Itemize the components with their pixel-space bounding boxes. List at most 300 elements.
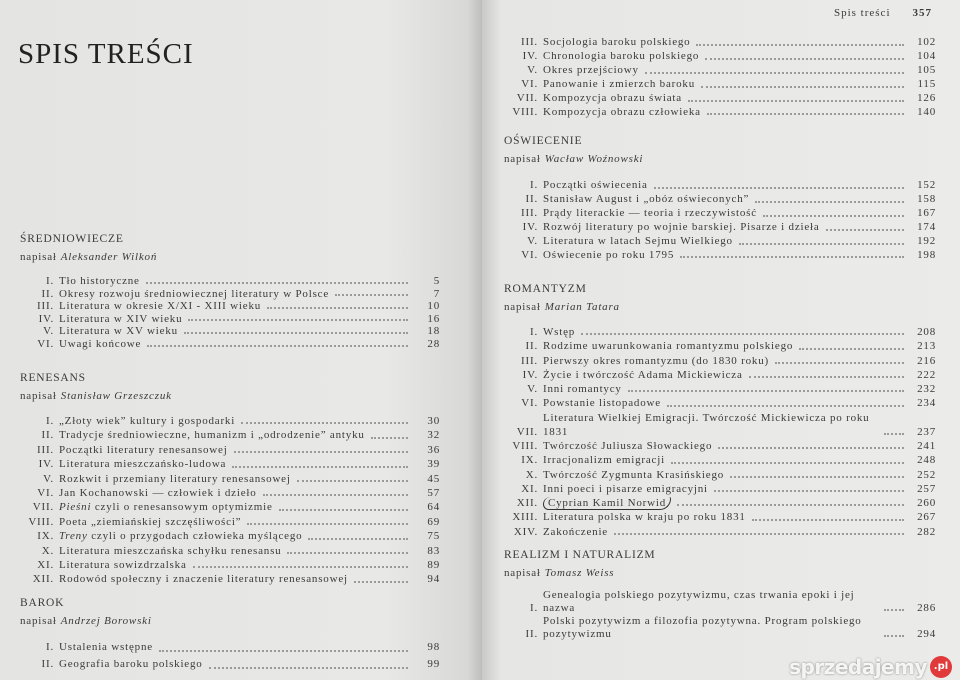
section-author (504, 153, 936, 171)
chapter-title (59, 288, 329, 301)
dot-leader (247, 523, 408, 525)
toc-entry[interactable] (504, 64, 936, 78)
page-ref: 36 (427, 443, 440, 456)
dot-leader (799, 348, 904, 350)
toc-entry[interactable] (504, 207, 936, 221)
toc-entry[interactable] (504, 193, 936, 207)
page-ref: 282 (917, 525, 936, 538)
toc-entry[interactable] (20, 443, 440, 457)
chapter-title (543, 482, 708, 496)
author-name: Aleksander Wilkoń (60, 251, 158, 263)
author-prefix: napisał (504, 301, 541, 313)
page-ref: 216 (917, 354, 936, 367)
toc-entry[interactable] (20, 529, 440, 543)
chapter-title (543, 64, 639, 78)
toc-entry[interactable] (20, 313, 440, 326)
author-name: Andrzej Borowski (60, 615, 152, 627)
chapter-number: I. (45, 275, 54, 287)
dot-leader (188, 319, 408, 321)
dot-leader (232, 466, 408, 468)
chapter-title-text: Rodzime uwarunkowania romantyzmu polskiego (543, 340, 794, 353)
chapter-title-text: Inni romantycy (543, 383, 622, 395)
chapter-number: VIII. (28, 515, 54, 528)
dot-leader (677, 504, 904, 506)
chapter-title-italic: Treny (59, 530, 88, 543)
chapter-title-text: Poeta „ziemiańskiej szczęśliwości” (59, 515, 242, 528)
section-author (20, 615, 440, 633)
dot-leader (279, 509, 408, 511)
chapter-number: V. (43, 325, 54, 338)
chapter-title (59, 500, 273, 514)
chapter-title (59, 558, 187, 572)
chapter-number: VII. (516, 425, 538, 438)
chapter-number: IV. (522, 220, 538, 233)
section-author (504, 567, 936, 585)
section-author (504, 301, 936, 319)
toc-entry[interactable] (20, 325, 440, 338)
dot-leader (263, 494, 408, 496)
dot-leader (705, 58, 904, 60)
chapter-title (59, 275, 140, 288)
toc-entry[interactable] (504, 249, 936, 263)
dot-leader (707, 113, 904, 115)
chapter-number: I. (45, 415, 54, 427)
chapter-number: III. (521, 354, 538, 367)
dot-leader (701, 86, 904, 88)
chapter-title-text: Okresy rozwoju średniowiecznej literatury w Polsce (59, 287, 330, 300)
chapter-title (59, 338, 141, 351)
dot-leader (209, 667, 408, 669)
page-ref: 5 (433, 275, 440, 287)
chapter-number: XII. (516, 497, 538, 509)
toc-entry[interactable] (20, 338, 440, 351)
dot-leader (241, 422, 408, 424)
running-head-title: Spis treści (833, 7, 891, 19)
chapter-number: II. (41, 429, 54, 442)
chapter-title-text: Pierwszy okres romantyzmu (do 1830 roku) (543, 354, 769, 367)
page-ref: 192 (917, 234, 936, 247)
chapter-number: V. (43, 472, 54, 485)
toc-section (504, 135, 936, 262)
dot-leader (287, 552, 408, 554)
chapter-title (543, 396, 661, 410)
page-ref: 30 (427, 415, 440, 427)
page-ref: 248 (917, 454, 936, 467)
author-name: Tomasz Weiss (544, 567, 615, 579)
chapter-title-text: Literatura Wielkiej Emigracji. Twórczość Mickiewicza po roku 1831 (543, 411, 870, 438)
chapter-title (59, 325, 178, 338)
chapter-number: XI. (37, 559, 54, 572)
page-ref: 39 (427, 458, 440, 471)
chapter-number: II. (41, 287, 54, 300)
chapter-title-text: Wstęp (543, 326, 576, 338)
chapter-title (543, 36, 690, 50)
chapter-number: V. (527, 234, 538, 247)
chapter-number: III. (37, 443, 54, 456)
chapter-title-text: Życie i twórczość Adama Mickiewicza (543, 368, 743, 381)
dot-leader (267, 307, 408, 309)
dot-leader (297, 480, 408, 482)
toc-entry[interactable] (20, 500, 440, 514)
chapter-title (543, 50, 699, 64)
chapter-title (543, 92, 682, 106)
toc-entry[interactable] (20, 472, 440, 486)
toc-entry[interactable] (504, 325, 936, 339)
page-ref: 198 (917, 248, 936, 261)
author-name: Stanisław Grzeszczuk (60, 390, 172, 402)
chapter-title (59, 572, 348, 586)
chapter-title-text: Początki oświecenia (543, 179, 648, 191)
toc-entry[interactable] (504, 482, 936, 496)
toc-entry[interactable] (504, 589, 936, 615)
chapter-number: II. (525, 192, 538, 205)
chapter-title-text: Literatura sowizdrzalska (59, 559, 187, 572)
dot-leader (308, 538, 408, 540)
chapter-title (59, 414, 235, 428)
chapter-title-text: czyli o przygodach człowieka myślącego (87, 530, 303, 543)
chapter-number: I. (529, 602, 538, 614)
page-ref: 267 (917, 511, 936, 524)
chapter-title-text: Tło historyczne (59, 275, 140, 287)
page-ref: 45 (427, 472, 440, 485)
chapter-number: I. (45, 641, 54, 653)
chapter-title-circled: Cyprian Kamil Norwid (543, 497, 671, 510)
chapter-title-text: Literatura mieszczańska schyłku renesansu (59, 544, 282, 557)
dot-leader (884, 433, 904, 435)
chapter-title-text: Powstanie listopadowe (543, 397, 661, 410)
chapter-number: VIII. (512, 105, 538, 118)
chapter-title-text: Okres przejściowy (543, 63, 639, 76)
toc-entry[interactable] (504, 36, 936, 50)
dot-leader (775, 362, 904, 364)
dot-leader (680, 256, 904, 258)
page-ref: 140 (917, 105, 936, 118)
toc-section (20, 233, 440, 351)
chapter-number: I. (529, 179, 538, 191)
page-ref: 28 (427, 337, 440, 350)
toc-entry[interactable] (504, 354, 936, 368)
author-name: Marian Tatara (544, 301, 620, 313)
toc-entry[interactable] (504, 411, 936, 440)
dot-leader (730, 476, 904, 478)
dot-leader (826, 229, 904, 231)
chapter-title (59, 639, 153, 656)
page-ref: 10 (427, 300, 440, 313)
watermark-text: sprzedajemy (789, 655, 927, 679)
toc-entry[interactable] (504, 525, 936, 539)
chapter-title (543, 207, 757, 221)
toc-entry[interactable] (20, 558, 440, 572)
chapter-number: VI. (521, 397, 538, 410)
dot-leader (146, 282, 408, 284)
chapter-title-text: Oświecenie po roku 1795 (543, 248, 675, 261)
page-ref: 257 (917, 482, 936, 495)
chapter-title-text: Rodowód społeczny i znaczenie literatury renesansowej (59, 573, 348, 586)
page-ref: 89 (427, 559, 440, 572)
chapter-number: VII. (516, 91, 538, 104)
section-author (20, 251, 440, 269)
dot-leader (628, 390, 904, 392)
chapter-title-text: Twórczość Juliusza Słowackiego (543, 440, 713, 452)
page-ref: 126 (917, 91, 936, 104)
dot-leader (354, 581, 408, 583)
chapter-number: III. (521, 36, 538, 48)
toc-entry[interactable] (504, 368, 936, 382)
dot-leader (763, 215, 904, 217)
toc-entry[interactable] (20, 515, 440, 529)
chapter-title (59, 428, 365, 442)
chapter-title-text: Twórczość Zygmunta Krasińskiego (543, 468, 725, 481)
dot-leader (371, 437, 408, 439)
page-ref: 104 (917, 49, 936, 62)
chapter-title (543, 78, 695, 92)
dot-leader (193, 566, 408, 568)
chapter-number: IV. (38, 312, 54, 325)
chapter-number: XIII. (512, 511, 538, 524)
chapter-title (543, 325, 575, 339)
toc-entry[interactable] (20, 656, 440, 673)
chapter-title-text: Chronologia baroku polskiego (543, 49, 700, 62)
chapter-title (543, 615, 878, 641)
page-ref: 18 (427, 325, 440, 338)
page-ref: 99 (427, 658, 440, 670)
toc-entry[interactable] (20, 486, 440, 500)
chapter-title-text: Jan Kochanowski — człowiek i dzieło (59, 487, 257, 500)
chapter-title (543, 525, 608, 539)
chapter-title (543, 468, 724, 482)
section-heading: RENESANS (20, 372, 86, 384)
chapter-number: VII. (32, 501, 54, 514)
right-page (482, 0, 960, 680)
chapter-title (543, 106, 701, 120)
section-heading: REALIZM I NATURALIZM (504, 549, 656, 561)
toc-entry[interactable] (504, 92, 936, 106)
toc-entry[interactable] (504, 468, 936, 482)
page-ref: 75 (427, 530, 440, 543)
running-head (834, 7, 932, 19)
page-ref: 260 (917, 497, 936, 509)
toc-entry[interactable] (504, 510, 936, 524)
page-ref: 208 (917, 326, 936, 338)
toc-entry[interactable] (504, 221, 936, 235)
dot-leader (696, 44, 904, 46)
dot-leader (159, 650, 408, 652)
chapter-title-text: Literatura w XIV wieku (59, 312, 183, 325)
page-ref: 105 (917, 63, 936, 76)
chapter-title (543, 235, 733, 249)
page-ref: 57 (427, 487, 440, 500)
page-ref: 241 (917, 440, 936, 452)
toc-entry[interactable] (504, 235, 936, 249)
toc-entry[interactable] (20, 572, 440, 586)
chapter-title-text: Literatura polska w kraju po roku 1831 (543, 511, 746, 524)
dot-leader (884, 609, 904, 611)
watermark-badge: .pl (930, 656, 952, 678)
toc-entry[interactable] (20, 457, 440, 471)
chapter-title (543, 179, 648, 193)
page-ref: 64 (427, 501, 440, 514)
chapter-title (543, 221, 820, 235)
chapter-title-italic: Pieśni (59, 501, 92, 514)
chapter-number: V. (527, 63, 538, 76)
toc-entry[interactable] (504, 106, 936, 120)
toc-entry[interactable] (504, 179, 936, 193)
chapter-number: VI. (521, 77, 538, 90)
toc-entry[interactable] (504, 396, 936, 410)
chapter-title-text: Polski pozytywizm a filozofia pozytywna. Program polskiego pozytywizmu (543, 615, 862, 640)
chapter-title-text: Socjologia baroku polskiego (543, 36, 691, 48)
chapter-title (543, 249, 674, 263)
chapter-number: V. (527, 383, 538, 395)
chapter-title-text: Zakończenie (543, 525, 608, 538)
chapter-title-text: Panowanie i zmierzch baroku (543, 77, 696, 90)
toc-entry[interactable] (20, 414, 440, 428)
toc-section (504, 549, 936, 641)
page-ref: 83 (427, 544, 440, 557)
author-prefix: napisał (20, 615, 57, 627)
chapter-title (59, 515, 241, 529)
chapter-title (543, 411, 878, 440)
chapter-number: IV. (38, 458, 54, 471)
chapter-title (543, 439, 712, 453)
toc-entry[interactable] (504, 439, 936, 453)
page-number: 357 (912, 7, 932, 19)
chapter-number: II. (525, 340, 538, 353)
chapter-title-text: Ustalenia wstępne (59, 641, 153, 653)
dot-leader (752, 519, 904, 521)
chapter-number: IX. (521, 454, 538, 467)
chapter-number: IV. (522, 49, 538, 62)
chapter-number: II. (41, 658, 54, 670)
toc-entry[interactable] (504, 78, 936, 92)
dot-leader (755, 201, 904, 203)
page-ref: 213 (917, 340, 936, 353)
page-ref: 286 (917, 602, 936, 614)
page-title: SPIS TREŚCI (18, 38, 194, 70)
chapter-title (543, 453, 665, 467)
chapter-number: III. (37, 300, 54, 313)
toc-entry[interactable] (504, 50, 936, 64)
toc-section (20, 597, 440, 673)
chapter-title-text: Literatura w XV wieku (59, 325, 178, 338)
watermark-logo (789, 655, 952, 679)
page-ref: 237 (917, 425, 936, 438)
toc-entry[interactable] (20, 544, 440, 558)
chapter-title (59, 472, 291, 486)
chapter-number: VI. (37, 487, 54, 500)
chapter-title (59, 457, 226, 471)
toc-section (20, 372, 440, 587)
chapter-number: IV. (522, 368, 538, 381)
chapter-title (59, 486, 257, 500)
dot-leader (671, 462, 904, 464)
page-ref: 115 (917, 77, 936, 90)
chapter-title (59, 544, 281, 558)
chapter-title (543, 589, 878, 615)
dot-leader (749, 376, 904, 378)
chapter-title (543, 496, 671, 510)
chapter-number: XIV. (513, 525, 538, 538)
chapter-title-text: Geografia baroku polskiego (59, 658, 203, 670)
chapter-number: X. (525, 468, 538, 481)
chapter-title (59, 529, 302, 543)
toc-entry[interactable] (504, 496, 936, 510)
chapter-title (543, 193, 749, 207)
chapter-title-text: czyli o renesansowym optymizmie (91, 501, 273, 514)
chapter-number: XII. (32, 573, 54, 586)
page-ref: 94 (427, 573, 440, 586)
dot-leader (654, 187, 904, 189)
toc-entry[interactable] (504, 615, 936, 641)
chapter-number: X. (41, 544, 54, 557)
dot-leader (667, 405, 904, 407)
dot-leader (688, 100, 904, 102)
chapter-number: XI. (521, 482, 538, 495)
toc-entry[interactable] (20, 428, 440, 442)
chapter-title-text: Kompozycja obrazu człowieka (543, 105, 701, 118)
toc-entry[interactable] (504, 339, 936, 353)
chapter-title-text: Rozwój literatury po wojnie barskiej. Pisarze i dzieła (543, 220, 820, 233)
page-ref: 222 (917, 368, 936, 381)
author-prefix: napisał (20, 390, 57, 402)
page-ref: 158 (917, 192, 936, 205)
author-name: Wacław Woźnowski (544, 153, 644, 165)
chapter-title-text: „Złoty wiek” kultury i gospodarki (59, 415, 236, 427)
dot-leader (739, 243, 904, 245)
page-ref: 102 (917, 36, 936, 48)
chapter-title (59, 656, 203, 673)
section-heading: OŚWIECENIE (504, 135, 583, 147)
chapter-title-text: Irracjonalizm emigracji (543, 454, 665, 467)
toc-entry[interactable] (20, 639, 440, 656)
chapter-number: IX. (37, 530, 54, 543)
chapter-number: VI. (37, 337, 54, 350)
page-ref: 7 (433, 287, 440, 300)
dot-leader (184, 332, 408, 334)
chapter-title (543, 382, 622, 396)
toc-entry[interactable] (504, 382, 936, 396)
author-prefix: napisał (504, 567, 541, 579)
toc-entry[interactable] (20, 275, 440, 288)
page-ref: 174 (917, 220, 936, 233)
section-heading: BAROK (20, 597, 65, 609)
author-prefix: napisał (504, 153, 541, 165)
dot-leader (718, 447, 904, 449)
chapter-title (543, 354, 769, 368)
page-ref: 167 (917, 206, 936, 219)
chapter-title-text: Literatura w okresie X/XI - XIII wieku (59, 300, 262, 313)
author-prefix: napisał (20, 251, 57, 263)
chapter-title-text: Początki literatury renesansowej (59, 443, 228, 456)
toc-section (504, 36, 936, 119)
chapter-number: III. (521, 206, 538, 219)
dot-leader (884, 635, 904, 637)
page-ref: 16 (427, 312, 440, 325)
chapter-title (543, 368, 743, 382)
page-ref: 32 (427, 429, 440, 442)
chapter-title (59, 443, 228, 457)
chapter-title-text: Stanisław August i „obóz oświeconych” (543, 192, 750, 205)
toc-entry[interactable] (20, 288, 440, 301)
section-heading: ŚREDNIOWIECZE (20, 233, 124, 245)
page-ref: 234 (917, 397, 936, 410)
chapter-title-text: Genealogia polskiego pozytywizmu, czas trwania epoki i jej nazwa (543, 589, 855, 614)
dot-leader (645, 72, 904, 74)
toc-entry[interactable] (504, 453, 936, 467)
toc-entry[interactable] (20, 300, 440, 313)
chapter-number: VI. (521, 248, 538, 261)
dot-leader (147, 345, 408, 347)
